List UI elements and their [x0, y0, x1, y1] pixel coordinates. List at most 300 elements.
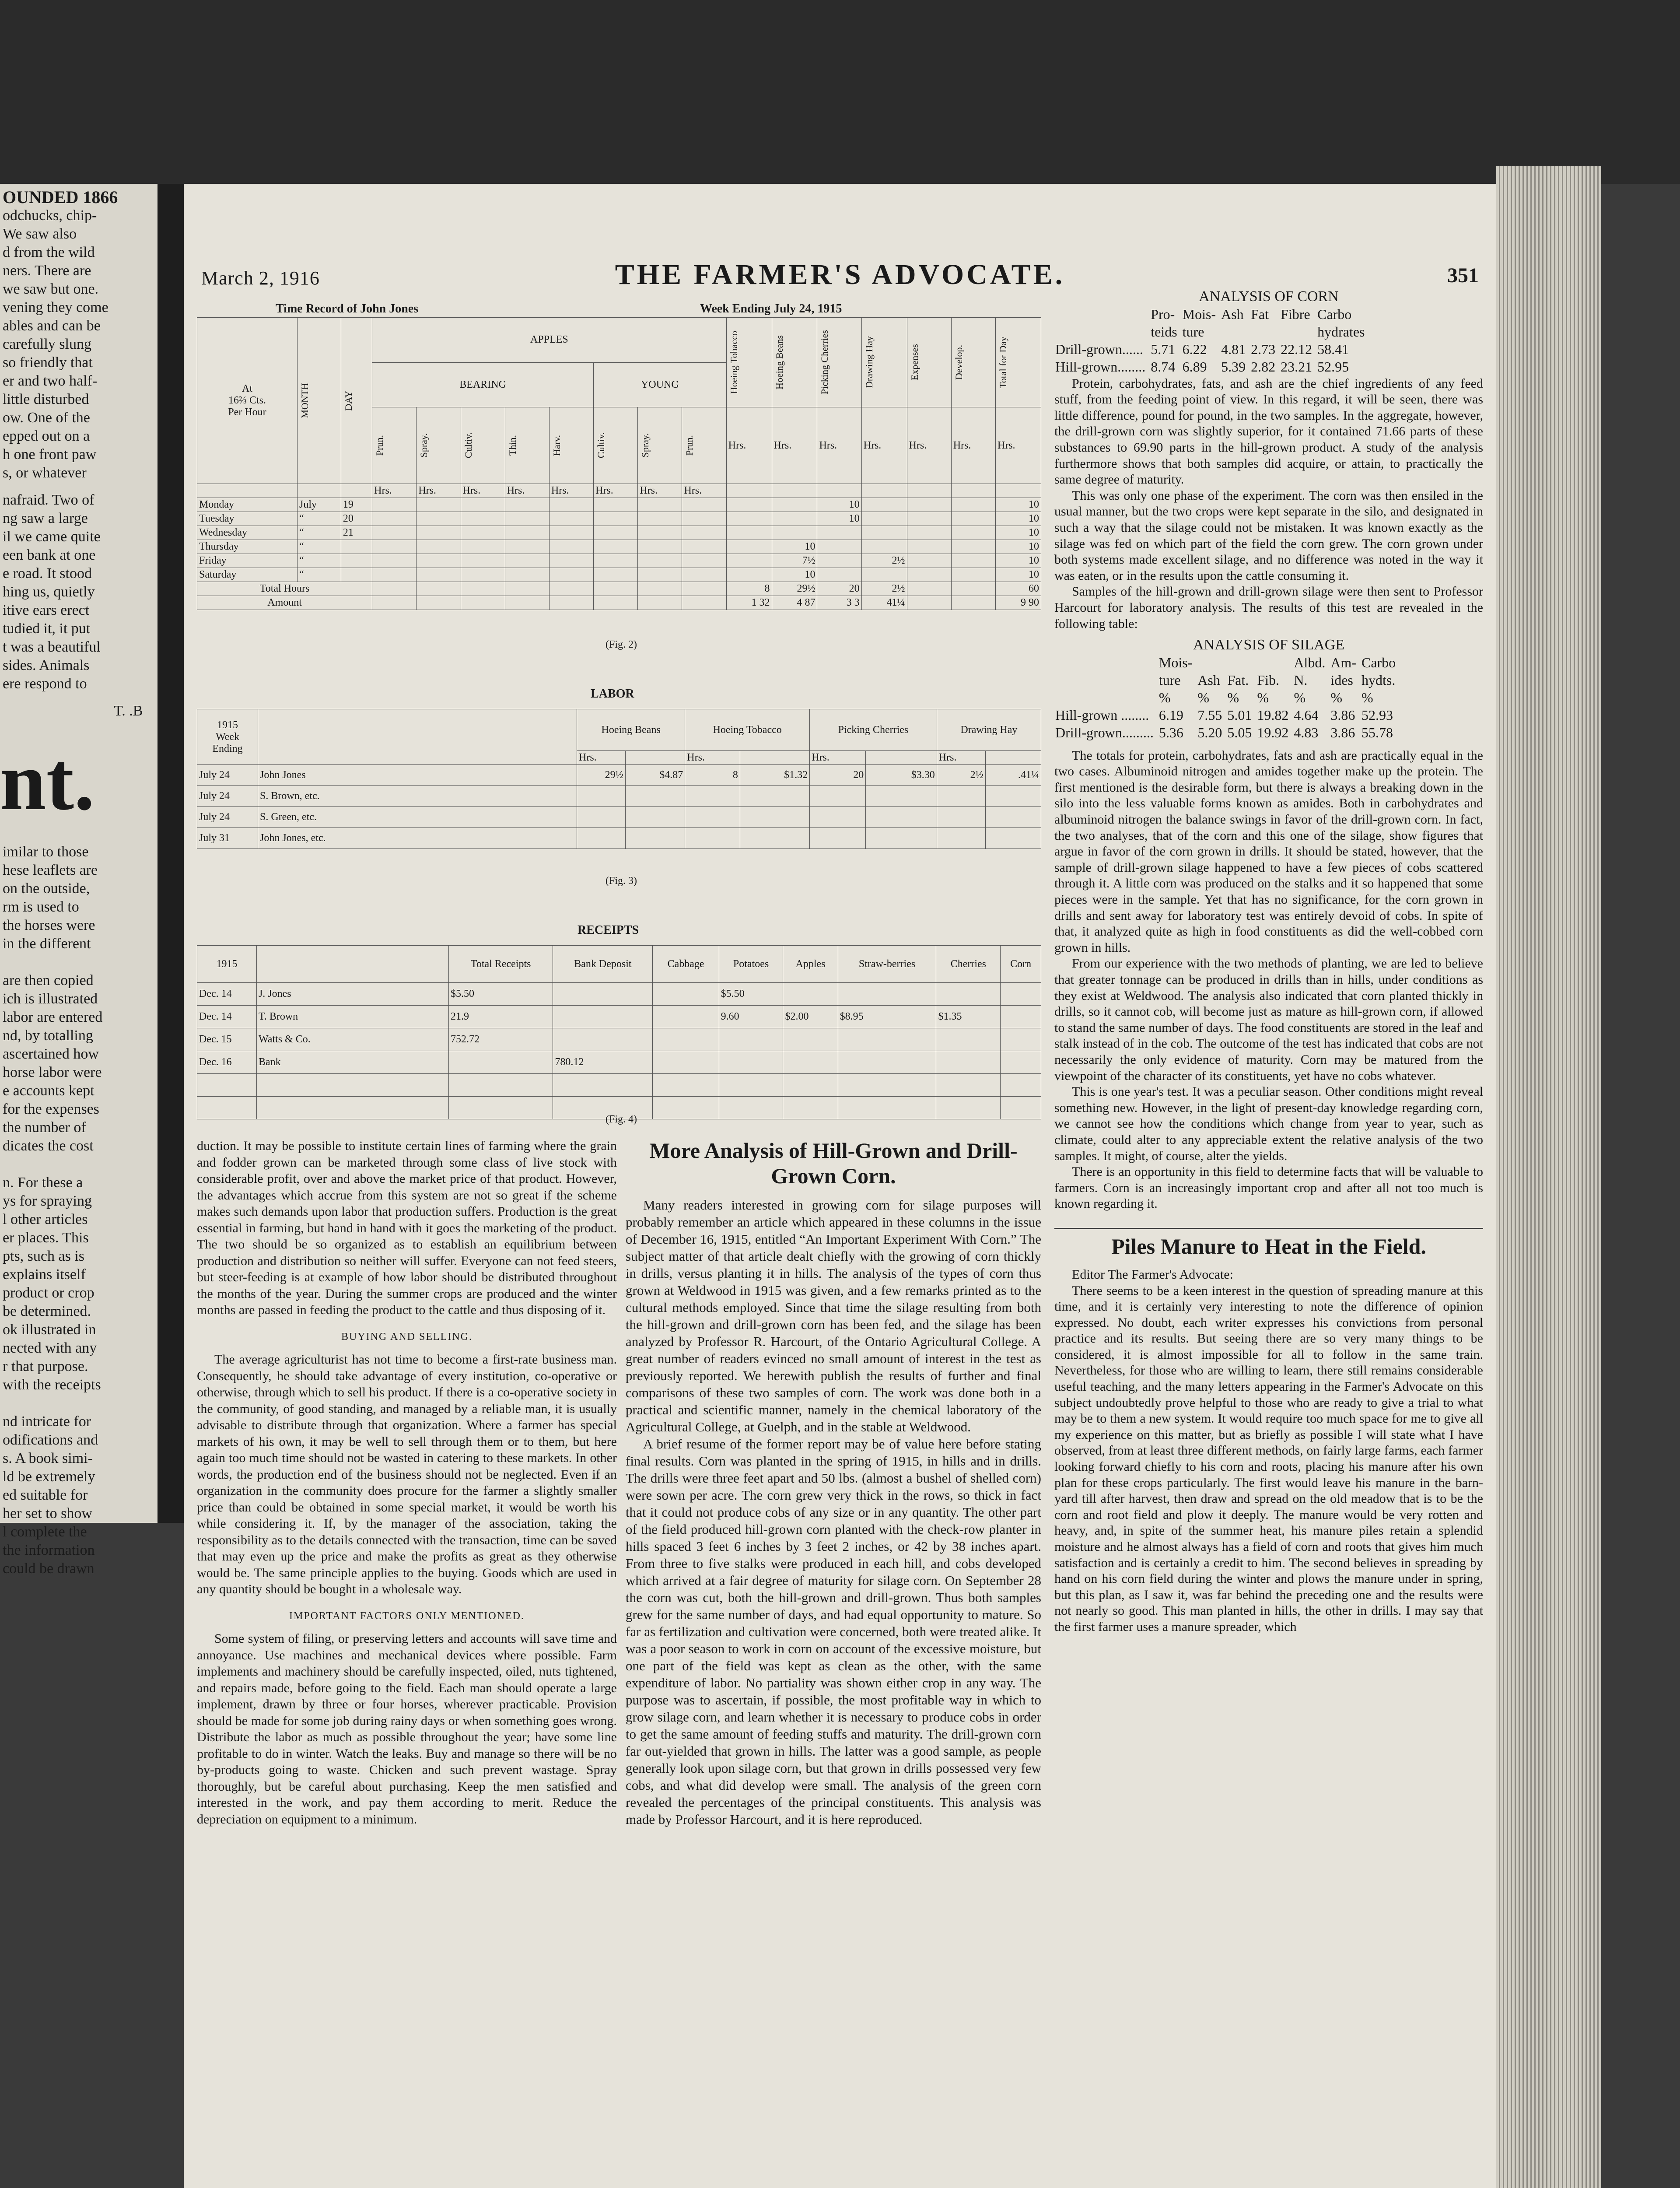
blank	[448, 1074, 553, 1097]
facing-page-line: e accounts kept	[3, 1083, 94, 1099]
fig2-caption: (Fig. 2)	[606, 639, 637, 650]
blank	[985, 751, 1041, 765]
fig3-caption: (Fig. 3)	[606, 875, 637, 887]
col-header-text: Prun.	[374, 435, 385, 456]
blank	[995, 484, 1041, 498]
blank	[719, 1074, 783, 1097]
facing-page-line: sides. Animals	[3, 657, 90, 673]
labor-cell: $4.87	[625, 765, 685, 786]
body-paragraph: This is one year's test. It was a peculiar season. Other conditions might reveal something new. However, in the light of present-day knowledge regarding corn, we cannot see how the conditions which change from year to year, such as climate, could alter to any appreciable extent the relative analysis of the two samples. It might, of course, alter the yields.	[1054, 1084, 1483, 1163]
cell-beans	[772, 526, 817, 540]
blank	[625, 751, 685, 765]
unit-cell: Hrs.	[577, 751, 626, 765]
corn-cell: 4.81	[1221, 341, 1246, 357]
body-paragraph: Some system of filing, or preserving letters and accounts will save time and annoyance. Use machines and mechanical devices where possible. Farm implements and machinery should be carefully inspected, oiled, nuts tightened, and repairs made, before going to the field. Each man should operate a large implement, drawn by three or four horses, wherever practicable. Provision should be made for some job during rainy days or when something goes wrong. Distribute the labor as much as possible throughout the year; have some line profitable to do in winter. Watch the leaks. Buy and manage so there will be no by-products going to waste. Chicken and such prevent wastage. Spray thoroughly, but be careful about purchasing. Keep the men satisfied and interested in the work, and pay them according to merit. Reduce the depreciation on equipment to a minimum.	[197, 1631, 617, 1827]
blank	[1055, 323, 1150, 340]
cell	[416, 568, 461, 582]
labor-col-header: Picking Cherries	[810, 709, 937, 751]
receipts-cell: 780.12	[553, 1051, 653, 1074]
corn-analysis-table	[1054, 305, 1370, 376]
col-header-text: Harv.	[551, 435, 562, 456]
labor-cell	[740, 786, 809, 807]
facing-page-line: een bank at one	[3, 547, 96, 563]
cell	[638, 568, 682, 582]
cell-total: 10	[995, 498, 1041, 512]
unit-cell: Hrs.	[951, 407, 995, 484]
blank	[726, 484, 772, 498]
labor-cell	[685, 807, 740, 828]
body-paragraph: duction. It may be possible to institute certain lines of farming where the grain and fodder grown can be marketed through some class of live stock with considerable profit, over and above the market price of that product. However, the advantages which accrue from this system are not so great if the scheme makes such demands upon labor that production suffers. Production is the great essential in farming, but hand in hand with it goes the marketing of the product. The two should be so organized as to establish an equilibrium between production and distribution so neither will suffer. Everyone can not feed steers, but steer-feeding is at example of how labor should be distributed throughout the months of the year. During the summer crops are produced and the winter months are passed in feeding the product to the cattle and thus disposing of it.	[197, 1139, 617, 1317]
cell	[907, 568, 951, 582]
blank	[907, 484, 951, 498]
labor-col-header: Hoeing Tobacco	[685, 709, 810, 751]
col-header-11	[772, 318, 817, 407]
labor-cell	[937, 807, 985, 828]
cell	[907, 554, 951, 568]
silage-cell: 4.83	[1294, 724, 1319, 740]
labor-name: John Jones, etc.	[258, 828, 577, 849]
col-header-7	[594, 407, 638, 484]
labor-cell	[810, 828, 866, 849]
blank	[936, 1097, 1001, 1119]
cell-tobacco	[726, 498, 772, 512]
labor-cell	[866, 828, 937, 849]
fig3-title: LABOR	[591, 687, 634, 701]
labor-row	[197, 807, 1041, 828]
silage-cell: 7.55	[1197, 707, 1222, 723]
col-header-2	[372, 407, 416, 484]
facing-page-line: ere respond to	[3, 676, 87, 692]
blank	[1001, 1074, 1041, 1097]
body-paragraph: The totals for protein, carbohydrates, fats and ash are practically equal in the two cases. Albuminoid nitrogen and amides together make up the protein. The first mentioned is the desirable form, but there is always a breaking down in the silo into the less valuable forms known as amides. Both in carbohydrates and albuminoid nitrogen the balance swings in favor of the drill-grown corn. In fact, the two analyses, that of the corn and this one of the silage, show figures that argue in favor of the corn grown in drills. It should be stated, however, that the sample of drill-grown silage happened to have a few pieces of cobs scattered through it. A little corn was produced on the stalks and it so happened that some pieces were in the sample. Yet that has no significance, for the corn grown in drills and sent away for laboratory test was entirely devoid of cobs. In spite of that, it analyzed quite as high in food constituents as did the well-cobbed corn grown in hills.	[1054, 748, 1483, 955]
receipts-cell	[448, 1051, 553, 1074]
col-header-text: Spray.	[640, 433, 651, 458]
cell	[951, 540, 995, 554]
facing-page-line: odifications and	[3, 1432, 98, 1448]
silage-header: Ash	[1197, 672, 1220, 688]
silage-analysis-title: ANALYSIS OF SILAGE	[1193, 637, 1345, 653]
cell	[638, 554, 682, 568]
cell-tobacco	[726, 540, 772, 554]
corn-header: ture	[1182, 323, 1204, 340]
time-record-row	[197, 568, 1041, 582]
cell	[951, 554, 995, 568]
labor-cell: .41¼	[985, 765, 1041, 786]
blank	[1055, 306, 1150, 323]
silage-cell: 52.93	[1361, 707, 1393, 723]
col-header-5	[505, 407, 549, 484]
silage-cell: 6.19	[1158, 707, 1183, 723]
cell-cherries	[817, 554, 861, 568]
cell-hay	[861, 526, 907, 540]
facing-page-line: for the expenses	[3, 1101, 99, 1117]
silage-cell: 3.86	[1330, 707, 1355, 723]
time-record-row	[197, 498, 1041, 512]
col-header-text: Spray.	[418, 433, 430, 458]
col-header-text: Thin.	[507, 435, 518, 456]
corn-cell: 5.39	[1221, 358, 1246, 375]
receipts-cell: $1.35	[936, 1006, 1001, 1028]
receipts-col-header: Cherries	[936, 946, 1001, 983]
cell	[549, 540, 593, 554]
cell-cherries	[817, 540, 861, 554]
week-ending-line: Week	[215, 731, 240, 743]
cell	[594, 554, 638, 568]
col-header-text: Total for Day	[997, 336, 1008, 389]
cell	[907, 512, 951, 526]
rate-label-line: At	[242, 383, 252, 394]
facing-page-line: nected with any	[3, 1340, 97, 1356]
cell	[549, 582, 593, 596]
corn-header	[1251, 323, 1280, 340]
unit-cell: Hrs.	[937, 751, 985, 765]
cell-cherries: 3 3	[817, 596, 861, 610]
facing-page-line: the horses were	[3, 917, 95, 933]
cell	[416, 526, 461, 540]
facing-page-line: ow. One of the	[3, 410, 90, 426]
body-paragraph: Protein, carbohydrates, fats, and ash are the chief ingredients of any feed stuff, from the feeding point of view. In this regard, it will be seen, there was little difference, pound for pound, in the two samples. In the aggregate, however, the drill-grown corn was slightly superior, for it contained 71.66 parts of these substances to 69.90 parts in the hill-grown product. A study of the analysis furthermore shows that both samples did acquire, or attain, to practically the same degree of maturity.	[1054, 376, 1483, 487]
corn-header: teids	[1151, 323, 1177, 340]
receipts-cell	[1001, 1051, 1041, 1074]
receipts-cell: Dec. 15	[197, 1028, 257, 1051]
silage-header	[1257, 654, 1293, 671]
corn-cell: 22.12	[1281, 341, 1312, 357]
labor-cell	[866, 807, 937, 828]
unit-cell: Hrs.	[682, 484, 726, 498]
apples-group-header: APPLES	[372, 318, 727, 363]
cell-hay: 2½	[861, 554, 907, 568]
cell-hay: 41¼	[861, 596, 907, 610]
receipts-cell	[719, 1028, 783, 1051]
cell-tobacco: 1 32	[726, 596, 772, 610]
facing-page-line: ng saw a large	[3, 510, 88, 526]
page-title: THE FARMER'S ADVOCATE.	[615, 259, 1065, 291]
row-amount-label: Amount	[197, 596, 372, 610]
body-paragraph: A brief resume of the former report may be of value here before stating final results. Corn was planted in the spring of 1915, in hills and in drills. The drills were three feet apart and 50 lbs. (almost a bushel of shelled corn) were sown per acre. The corn grew very thick in the rows, so thick in fact that it could not produce cobs of any size or in any quantity. The other part of the field produced hill-grown corn planted with the check-row planter in hills spaced 3 feet 6 inches by 3 feet 2 inches, or 42 by 38 inches apart. From three to five stalks were produced in each hill, and cobs developed which arrived at a fair degree of maturity for silage corn. On September 28 the corn was cut, both the hill-grown and drill-grown. Thus both samples grew for the same number of days, and had equal opportunity to mature. So far as fertilization and cultivation were concerned, both were treated alike. It was a poor season to work in corn on account of the excessive moisture, but one part of the field was kept as clean as the other, with the same expenditure of labor. No partiality was shown either crop in any way. The purpose was to ascertain, if possible, the most profitable way in which to grow silage corn, and learn whether it is necessary to produce cobs in order to get the same amount of feeding stuffs and maturity. The drill-grown corn far out-yielded that grown in hills. The latter was a good sample, as people generally look upon silage corn, but that grown in drills possessed very few cobs, and what did develop were small. The analysis of the green corn revealed the percentages of the principal constituents. This analysis was made by Professor Harcourt, and it is here reproduced.	[626, 1436, 1041, 1827]
facing-page-line: s, or whatever	[3, 465, 87, 481]
cell	[416, 596, 461, 610]
facing-page-header: OUNDED 1866	[3, 187, 118, 207]
corn-header	[1281, 323, 1316, 340]
labor-row	[197, 765, 1041, 786]
labor-col-header: Drawing Hay	[937, 709, 1041, 751]
facing-page-strip	[0, 184, 158, 1577]
row-day: Thursday	[197, 540, 298, 554]
page-date: March 2, 1916	[201, 267, 320, 289]
receipts-cell	[653, 1028, 719, 1051]
facing-page-line: e road. It stood	[3, 565, 92, 582]
silage-cell: 5.01	[1227, 707, 1252, 723]
facing-page-line: tudied it, it put	[3, 621, 91, 637]
cell-tobacco	[726, 554, 772, 568]
labor-cell	[577, 786, 626, 807]
cell	[372, 540, 416, 554]
receipts-cell: 21.9	[448, 1006, 553, 1028]
cell	[594, 498, 638, 512]
cell	[416, 582, 461, 596]
cell	[682, 596, 726, 610]
cell-total: 9 90	[995, 596, 1041, 610]
silage-cell: 5.20	[1197, 724, 1222, 740]
corn-header: Mois-	[1182, 306, 1216, 322]
col-header-16	[995, 318, 1041, 407]
cell-hay	[861, 512, 907, 526]
facing-page-text-a	[0, 207, 158, 693]
labor-cell	[685, 786, 740, 807]
cell	[505, 512, 549, 526]
blank	[1001, 1097, 1041, 1119]
receipts-col-header: Apples	[783, 946, 838, 983]
facing-page-line: nd, by totalling	[3, 1027, 93, 1044]
blank	[866, 751, 937, 765]
fig2-title-right: Week Ending July 24, 1915	[700, 302, 842, 316]
col-header-15	[951, 318, 995, 407]
col-header-10	[726, 318, 772, 407]
row-date	[341, 554, 372, 568]
page-number: 351	[1447, 264, 1479, 287]
cell	[907, 526, 951, 540]
facing-page-line: so friendly that	[3, 354, 93, 371]
unit-cell: Hrs.	[372, 484, 416, 498]
unit-cell: Hrs.	[861, 407, 907, 484]
cell-total: 10	[995, 526, 1041, 540]
unit-cell: Hrs.	[810, 751, 866, 765]
silage-header: %	[1330, 689, 1342, 705]
facing-page-line	[3, 953, 158, 971]
subheading: BUYING AND SELLING.	[341, 1331, 472, 1343]
facing-page-line: nafraid. Two of	[3, 492, 94, 508]
unit-cell: Hrs.	[772, 407, 817, 484]
labor-row	[197, 828, 1041, 849]
facing-page-line: itive ears erect	[3, 602, 90, 618]
name-header	[258, 709, 577, 765]
facing-page-line: ich is illustrated	[3, 991, 98, 1007]
cell	[505, 568, 549, 582]
blank	[553, 1074, 653, 1097]
labor-cell	[625, 828, 685, 849]
receipts-cell: $2.00	[783, 1006, 838, 1028]
cell	[682, 554, 726, 568]
column-1	[197, 1138, 617, 2188]
backdrop	[0, 0, 1680, 184]
blank	[197, 484, 298, 498]
corn-header: Fibre	[1281, 306, 1310, 322]
cell-hay	[861, 540, 907, 554]
col-header-text: Picking Cherries	[819, 330, 830, 395]
cell	[951, 582, 995, 596]
corn-cell: 52.95	[1317, 358, 1349, 375]
labor-col-header: Hoeing Beans	[577, 709, 685, 751]
blank	[197, 1074, 257, 1097]
body-paragraph: From our experience with the two methods of planting, we are led to believe that greater tonnage can be produced in drills than in hills, under conditions as they exist at Weldwood. The analysis also indicated that corn planted thickly in drills, so it cannot cob, will become just as mature as hill-grown corn, if allowed to stand the same number of days. The food constituents are stored in the leaf and stalk instead of in the cob. The outcome of the test has indicated that cobs are not necessarily the only evidence of maturity. Corn may be matured from the viewpoint of the character of its constituents, yet have no cobs whatever.	[1054, 956, 1483, 1083]
labor-cell	[740, 807, 809, 828]
young-group-header: YOUNG	[594, 362, 727, 407]
article-heading: Piles Manure to Heat in the Field.	[1111, 1234, 1426, 1259]
silage-cell: 3.86	[1330, 724, 1355, 740]
unit-cell: Hrs.	[416, 484, 461, 498]
week-ending-line: 1915	[217, 719, 238, 731]
facing-page-line: carefully slung	[3, 336, 91, 352]
receipts-row	[197, 983, 1041, 1006]
time-record-table	[197, 317, 1041, 610]
cell-cherries: 20	[817, 582, 861, 596]
facing-page-line: could be drawn	[3, 1560, 94, 1577]
blank	[719, 1097, 783, 1119]
cell	[951, 512, 995, 526]
receipts-cell: Bank	[256, 1051, 448, 1074]
silage-header: Albd.	[1294, 654, 1326, 670]
blank	[783, 1097, 838, 1119]
cell-hay	[861, 498, 907, 512]
blank	[772, 484, 817, 498]
facing-page-line: t was a beautiful	[3, 639, 101, 655]
corn-cell: 23.21	[1281, 358, 1312, 375]
silage-header	[1197, 654, 1226, 671]
cell	[461, 526, 505, 540]
unit-cell: Hrs.	[549, 484, 593, 498]
receipts-cell: $5.50	[719, 983, 783, 1006]
receipts-cell: T. Brown	[256, 1006, 448, 1028]
row-month: “	[298, 512, 341, 526]
col-header-14	[907, 318, 951, 407]
col-header-13	[861, 318, 907, 407]
silage-cell: 19.92	[1257, 724, 1289, 740]
unit-cell: Hrs.	[726, 407, 772, 484]
fig2-title-left: Time Record of John Jones	[276, 302, 419, 316]
cell-total: 10	[995, 512, 1041, 526]
facing-page-line: il we came quite	[3, 529, 101, 545]
receipts-cell	[553, 1028, 653, 1051]
body-paragraph: There seems to be a keen interest in the question of spreading manure at this time, and it is certainly very interesting to note the difference of opinion expressed. No doubt, each writer expresses his convictions from personal practice and its results. But seeing there are so very many things to be considered, it is almost impossible for all to follow in the same train. Nevertheless, for those who are willing to learn, there still remains considerable useful teaching, and the many letters appearing in the Farmer's Advocate on this subject undoubtedly prove helpful to those who are ready to give a trial to what may be to them a new system. It would require too much space for me to give all my experience on this matter, but as briefly as possible I will state what I have observed, from at least three different methods, on fairly large farms, each farmer looking forward chiefly to his corn and roots, placing his manure after his own plan for these crops particularly. The first would leave his manure in the barn-yard till after harvest, then draw and spread on the old meadow that is to be the corn and root field and plow it deeply. The manure would be very rotten and heavy, and, in spite of the summer heat, his manure piles retain a splendid moisture and he almost always has a field of corn and roots that gives him much satisfaction and is certainly a credit to him. The second believes in spreading by hand on his corn field during the winter and plows the manure under in spring, but this plan, as I saw it, was far behind the preceding one and the results were not nearly so good. This man planted in hills, the other in drills. I may say that the first farmer uses a manure spreader, which	[1054, 1283, 1483, 1634]
receipts-cell	[783, 1051, 838, 1074]
row-date: 20	[341, 512, 372, 526]
time-record-row	[197, 540, 1041, 554]
receipts-cell	[653, 1006, 719, 1028]
cell	[549, 498, 593, 512]
receipts-table	[197, 945, 1041, 1119]
unit-cell: Hrs.	[594, 484, 638, 498]
silage-cell: Hill-grown ........	[1055, 707, 1149, 723]
labor-cell	[577, 828, 626, 849]
receipts-row	[197, 1051, 1041, 1074]
facing-page-line: nd intricate for	[3, 1413, 91, 1430]
row-amount	[197, 596, 1041, 610]
week-ending-line: Ending	[212, 743, 243, 754]
silage-header: Mois-	[1158, 654, 1193, 670]
receipts-cell	[838, 1051, 936, 1074]
corn-header: Pro-	[1151, 306, 1175, 322]
cell	[951, 568, 995, 582]
labor-cell: $1.32	[740, 765, 809, 786]
facing-page-line	[3, 1394, 158, 1413]
facing-page-line: explains itself	[3, 1266, 86, 1283]
facing-page-line: d from the wild	[3, 244, 95, 260]
col-header-text: Hoeing Beans	[774, 335, 785, 390]
corn-cell: Drill-grown......	[1055, 341, 1143, 357]
newspaper-page	[184, 184, 1496, 2188]
labor-cell	[985, 807, 1041, 828]
col-header-3	[416, 407, 461, 484]
cell	[638, 582, 682, 596]
week-ending-header	[197, 709, 258, 765]
subheading: IMPORTANT FACTORS ONLY MENTIONED.	[289, 1610, 525, 1622]
silage-header: %	[1197, 689, 1209, 705]
facing-page-line: n. For these a	[3, 1175, 83, 1191]
row-day: Monday	[197, 498, 298, 512]
book-gutter	[158, 184, 184, 1523]
receipts-col-header: Potatoes	[719, 946, 783, 983]
silage-header: %	[1294, 689, 1306, 705]
cell	[638, 526, 682, 540]
cell	[549, 596, 593, 610]
labor-cell	[866, 786, 937, 807]
month-header-text: MONTH	[299, 383, 310, 418]
silage-header: %	[1158, 689, 1171, 705]
cell	[951, 498, 995, 512]
facing-page-line: vening they come	[3, 299, 108, 316]
facing-page-line: labor are entered	[3, 1009, 103, 1025]
facing-page-line: product or crop	[3, 1285, 94, 1301]
cell-beans: 7½	[772, 554, 817, 568]
cell	[372, 568, 416, 582]
cell	[505, 596, 549, 610]
cell	[549, 526, 593, 540]
blank	[653, 1074, 719, 1097]
rate-label-line: 16⅔ Cts.	[228, 395, 266, 406]
facing-page-line: er and two half-	[3, 373, 98, 389]
cell-tobacco: 8	[726, 582, 772, 596]
cell	[461, 568, 505, 582]
corn-header: Carbo	[1317, 306, 1352, 322]
article-heading: More Analysis of Hill-Grown and Drill-Grown Corn.	[649, 1138, 1018, 1188]
col-header-text: Develop.	[953, 344, 964, 380]
cell	[461, 540, 505, 554]
facing-page-line: hese leaflets are	[3, 862, 98, 878]
fig4-caption: (Fig. 4)	[606, 1114, 637, 1125]
cell-tobacco	[726, 512, 772, 526]
cell	[594, 526, 638, 540]
silage-analysis-table	[1054, 653, 1401, 742]
time-record-row	[197, 512, 1041, 526]
unit-cell: Hrs.	[995, 407, 1041, 484]
receipts-cell	[653, 1051, 719, 1074]
cell	[638, 596, 682, 610]
cell-cherries: 10	[817, 498, 861, 512]
silage-cell: 4.64	[1294, 707, 1319, 723]
corn-cell: 8.74	[1151, 358, 1176, 375]
corn-cell: 6.89	[1182, 358, 1207, 375]
cell-beans	[772, 498, 817, 512]
cell	[907, 498, 951, 512]
cell	[461, 498, 505, 512]
receipts-cell: $5.50	[448, 983, 553, 1006]
facing-page-line: on the outside,	[3, 880, 90, 897]
blank	[936, 1074, 1001, 1097]
labor-cell	[625, 786, 685, 807]
row-month: July	[298, 498, 341, 512]
cell-total: 10	[995, 554, 1041, 568]
row-date: 19	[341, 498, 372, 512]
receipts-cell: $8.95	[838, 1006, 936, 1028]
corn-cell: 6.22	[1182, 341, 1207, 357]
receipts-cell: Watts & Co.	[256, 1028, 448, 1051]
receipts-col-header: Cabbage	[653, 946, 719, 983]
receipts-cell: Dec. 16	[197, 1051, 257, 1074]
receipts-cell	[783, 983, 838, 1006]
facing-page-line: odchucks, chip-	[3, 207, 97, 224]
facing-page-line: ys for spraying	[3, 1193, 92, 1209]
corn-cell: 2.73	[1251, 341, 1276, 357]
